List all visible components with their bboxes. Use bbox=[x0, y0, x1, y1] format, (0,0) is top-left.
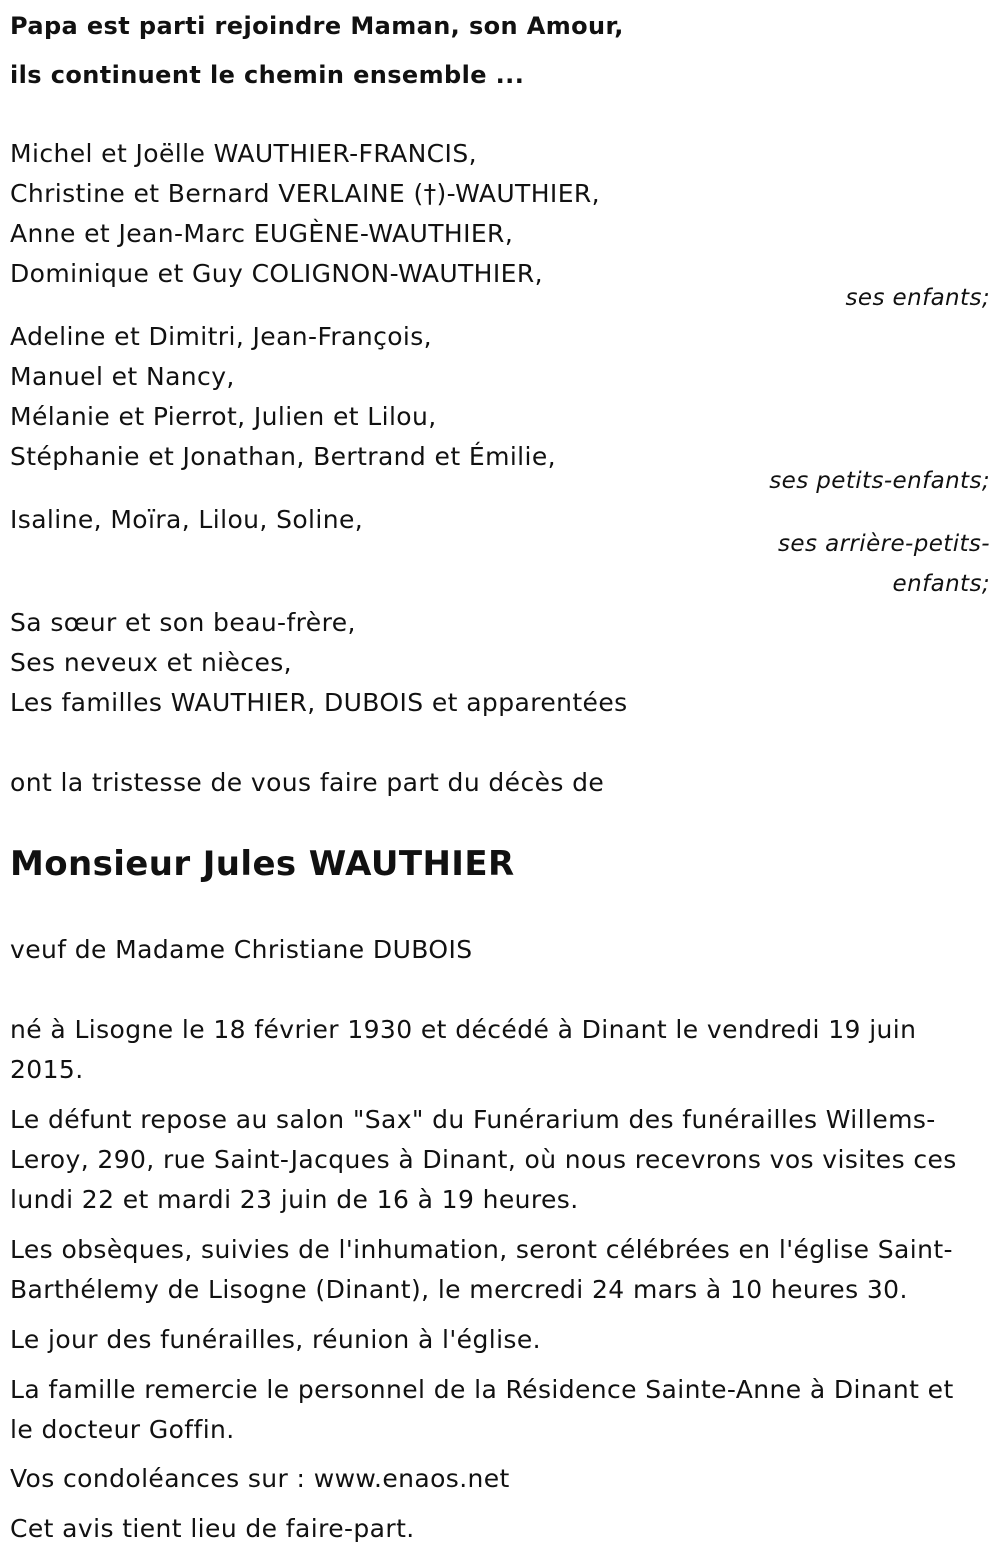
great-grandchildren-role-1: ses arrière-petits- bbox=[778, 531, 990, 557]
thanks-line: le docteur Goffin. bbox=[10, 1415, 235, 1444]
deceased-name: Monsieur Jules WAUTHIER bbox=[10, 844, 515, 884]
rest-line: Leroy, 290, rue Saint-Jacques à Dinant, où nous recevrons vos visites ces bbox=[10, 1145, 957, 1174]
rest-line: lundi 22 et mardi 23 juin de 16 à 19 heures. bbox=[10, 1185, 579, 1214]
children-line: Christine et Bernard VERLAINE (†)-WAUTHIER, bbox=[10, 179, 601, 208]
children-line: Michel et Joëlle WAUTHIER-FRANCIS, bbox=[10, 139, 477, 168]
children-role: ses enfants; bbox=[845, 285, 990, 311]
rest-line: Le défunt repose au salon "Sax" du Funérarium des funérailles Willems- bbox=[10, 1105, 936, 1134]
grandchildren-line: Manuel et Nancy, bbox=[10, 362, 235, 391]
intro-line-2: ils continuent le chemin ensemble ... bbox=[10, 61, 525, 89]
thanks-line: La famille remercie le personnel de la Résidence Sainte-Anne à Dinant et bbox=[10, 1375, 954, 1404]
birth-death-line: 2015. bbox=[10, 1055, 84, 1084]
funeral-line: Barthélemy de Lisogne (Dinant), le mercredi 24 mars à 10 heures 30. bbox=[10, 1275, 908, 1304]
children-line: Anne et Jean-Marc EUGÈNE-WAUTHIER, bbox=[10, 219, 514, 248]
family-line: Ses neveux et nièces, bbox=[10, 648, 293, 677]
condolences-line: Vos condoléances sur : www.enaos.net bbox=[10, 1464, 510, 1493]
grandchildren-line: Stéphanie et Jonathan, Bertrand et Émilie, bbox=[10, 442, 556, 471]
grandchildren-line: Mélanie et Pierrot, Julien et Lilou, bbox=[10, 402, 437, 431]
family-line: Les familles WAUTHIER, DUBOIS et apparentées bbox=[10, 688, 628, 717]
great-grandchildren-line: Isaline, Moïra, Lilou, Soline, bbox=[10, 505, 364, 534]
notice-line: Cet avis tient lieu de faire-part. bbox=[10, 1514, 415, 1543]
announcement: ont la tristesse de vous faire part du décès de bbox=[10, 768, 605, 797]
meeting-line: Le jour des funérailles, réunion à l'église. bbox=[10, 1325, 541, 1354]
funeral-line: Les obsèques, suivies de l'inhumation, seront célébrées en l'église Saint- bbox=[10, 1235, 953, 1264]
children-line: Dominique et Guy COLIGNON-WAUTHIER, bbox=[10, 259, 543, 288]
widower-of: veuf de Madame Christiane DUBOIS bbox=[10, 935, 473, 964]
great-grandchildren-role-2: enfants; bbox=[892, 571, 990, 597]
birth-death-line: né à Lisogne le 18 février 1930 et décédé à Dinant le vendredi 19 juin bbox=[10, 1015, 917, 1044]
grandchildren-role: ses petits-enfants; bbox=[769, 468, 990, 494]
family-line: Sa sœur et son beau-frère, bbox=[10, 608, 356, 637]
grandchildren-line: Adeline et Dimitri, Jean-François, bbox=[10, 322, 433, 351]
intro-line-1: Papa est parti rejoindre Maman, son Amour, bbox=[10, 12, 624, 40]
